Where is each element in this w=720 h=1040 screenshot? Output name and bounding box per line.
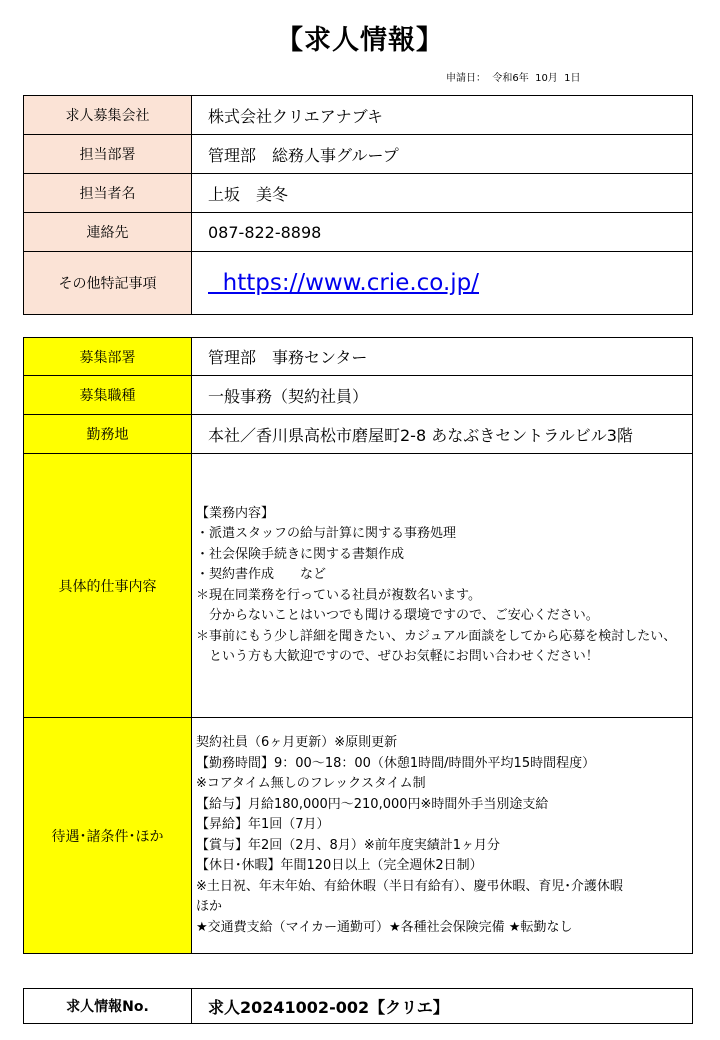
conditions-line: ほか bbox=[196, 899, 223, 914]
phone-value: 087-822-8898 bbox=[192, 213, 693, 252]
location-value: 本社／香川県高松市磨屋町2-8 あなぶきセントラルビル3階 bbox=[192, 415, 693, 454]
location-label: 勤務地 bbox=[24, 415, 192, 454]
notes-value bbox=[192, 252, 693, 315]
contact-person-value: 上坂 美冬 bbox=[192, 174, 693, 213]
contact-person-label: 担当者名 bbox=[24, 174, 192, 213]
application-date: 申請日： 令和6年 10月 1日 bbox=[446, 73, 581, 84]
conditions-label: 待遇･諸条件･ほか bbox=[24, 718, 192, 954]
duties-content bbox=[192, 454, 693, 718]
table-row bbox=[24, 252, 693, 315]
duties-line: ＊事前にもう少し詳細を聞きたい、カジュアル面談をしてから応募を検討したい、 bbox=[196, 628, 677, 644]
table-row bbox=[24, 989, 693, 1024]
phone-label: 連絡先 bbox=[24, 213, 192, 252]
department-value: 管理部 総務人事グループ bbox=[192, 135, 693, 174]
conditions-line: 【給与】月給180,000円～210,000円※時間外手当別途支給 bbox=[196, 796, 549, 812]
duties-line: ・派遣スタッフの給与計算に関する事務処理 bbox=[196, 526, 457, 541]
duties-label: 具体的仕事内容 bbox=[24, 454, 192, 718]
duties-line: という方も大歓迎ですので、ぜひお気軽にお問い合わせください！ bbox=[196, 649, 599, 664]
table-row bbox=[24, 718, 693, 954]
table-row bbox=[24, 96, 693, 135]
job-number-table bbox=[23, 988, 693, 1024]
conditions-line: 【休日･休暇】年間120日以上（完全週休2日制） bbox=[196, 858, 483, 873]
conditions-line: ※コアタイム無しのフレックスタイム制 bbox=[196, 776, 426, 791]
duties-line: ・社会保険手続きに関する書類作成 bbox=[196, 546, 405, 562]
company-info-table bbox=[23, 95, 693, 315]
table-row bbox=[24, 135, 693, 174]
conditions-line: 契約社員（6ヶ月更新）※原則更新 bbox=[196, 735, 398, 750]
job-type-label: 募集職種 bbox=[24, 376, 192, 415]
table-row bbox=[24, 174, 693, 213]
table-row bbox=[24, 376, 693, 415]
conditions-content bbox=[192, 718, 693, 954]
page-title: 【求人情報】 bbox=[276, 25, 444, 56]
conditions-line: 【賞与】年2回（2月、8月）※前年度実績計1ヶ月分 bbox=[196, 837, 500, 853]
company-value: 株式会社クリエアナブキ bbox=[192, 96, 693, 135]
conditions-line: 【昇給】年1回（7月） bbox=[196, 817, 330, 832]
conditions-line: 【勤務時間】9：00～18：00（休憩1時間/時間外平均15時間程度） bbox=[196, 755, 596, 771]
recruit-dept-value: 管理部 事務センター bbox=[192, 338, 693, 376]
table-row bbox=[24, 415, 693, 454]
table-row bbox=[24, 454, 693, 718]
duties-line: ・契約書作成 など bbox=[196, 567, 327, 582]
notes-label: その他特記事項 bbox=[24, 252, 192, 315]
job-number-label: 求人情報No. bbox=[24, 989, 192, 1024]
table-row bbox=[24, 338, 693, 376]
table-row bbox=[24, 213, 693, 252]
job-number-value: 求人20241002-002【クリエ】 bbox=[192, 989, 693, 1024]
job-details-table bbox=[23, 337, 693, 954]
department-label: 担当部署 bbox=[24, 135, 192, 174]
duties-line: 分からないことはいつでも聞ける環境ですので、ご安心ください。 bbox=[196, 608, 599, 623]
job-type-value: 一般事務（契約社員） bbox=[192, 376, 693, 415]
duties-line: ＊現在同業務を行っている社員が複数名います。 bbox=[196, 587, 481, 603]
conditions-line: ※土日祝、年末年始、有給休暇（半日有給有）、慶弔休暇、育児･介護休暇 bbox=[196, 878, 623, 894]
website-link[interactable]: https://www.crie.co.jp/ bbox=[208, 270, 480, 296]
conditions-line: ★交通費支給（マイカー通勤可）★各種社会保険完備 ★転勤なし bbox=[196, 919, 573, 935]
company-label: 求人募集会社 bbox=[24, 96, 192, 135]
recruit-dept-label: 募集部署 bbox=[24, 338, 192, 376]
duties-line: 【業務内容】 bbox=[196, 505, 275, 521]
